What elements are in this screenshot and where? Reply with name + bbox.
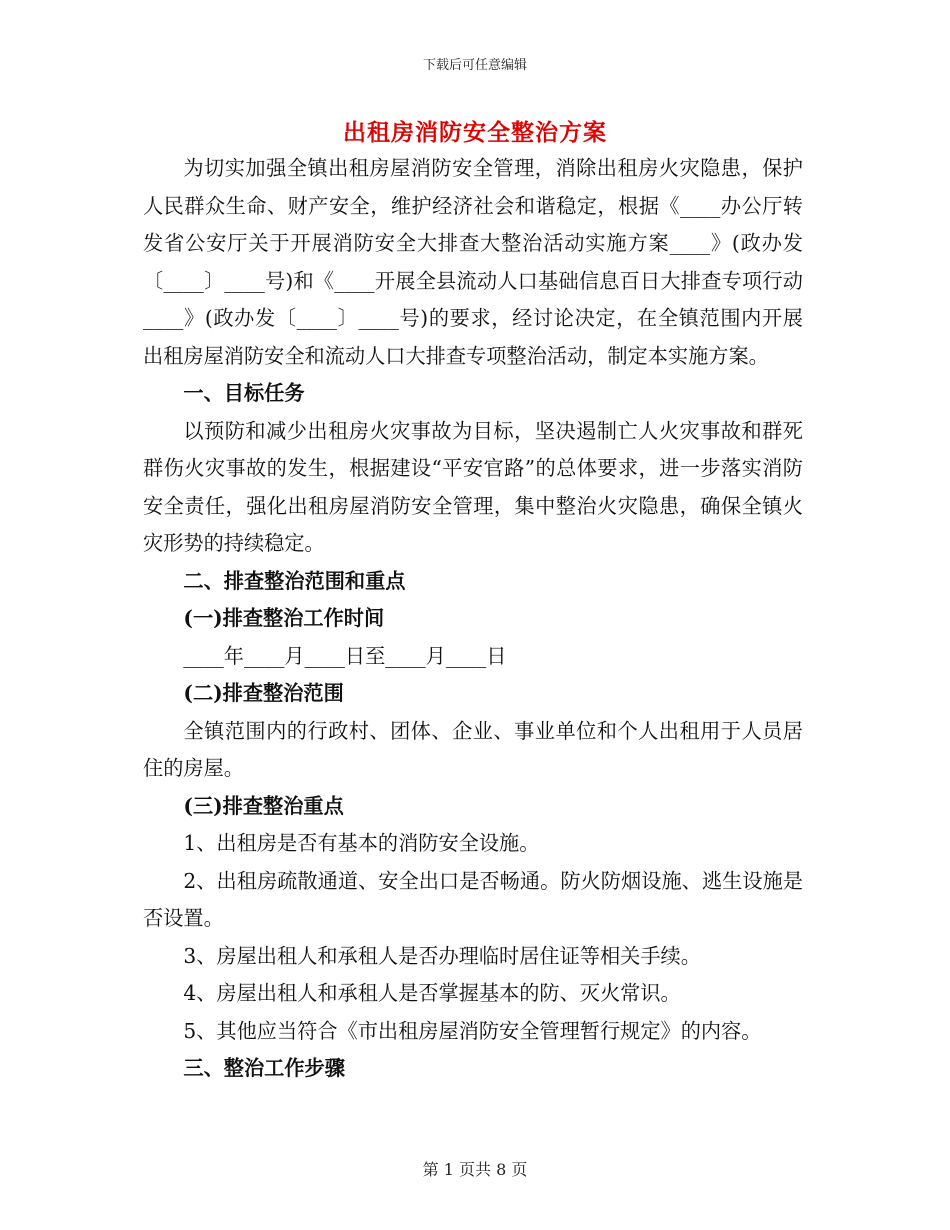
section-paragraph: 以预防和减少出租房火灾事故为目标，坚决遏制亡人火灾事故和群死群伤火灾事故的发生，根据建设“平安官路”的总体要求，进一步落实消防安全责任，强化出租房屋消防安全管理，集中整治火灾隐患，确保全镇火灾形势的持续稳定。: [143, 418, 803, 555]
list-item: 1、出租房是否有基本的消防安全设施。: [183, 831, 540, 855]
section-heading: 三、整治工作步骤: [183, 1056, 345, 1080]
intro-paragraph: 为切实加强全镇出租房屋消防安全管理，消除出租房火灾隐患，保护人民群众生命、财产安全，维护经济社会和谐稳定，根据《____办公厅转发省公安厅关于开展消防安全大排查大整治活动实施方案____》(政办发〔____〕____号)和《____开展全县流动人口基础信息百日大排查专项行动____》(政办发〔____〕____号)的要求，经讨论决定，在全镇范围内开展出租房屋消防安全和流动人口大排查专项整治活动，制定本实施方案。: [143, 156, 803, 368]
header-note: 下载后可任意编辑: [422, 58, 527, 73]
subsection-heading: (三)排查整治重点: [183, 793, 344, 818]
subsection-paragraph: ____年____月____日至____月____日: [183, 643, 507, 668]
list-item: 5、其他应当符合《市出租房屋消防安全管理暂行规定》的内容。: [183, 1018, 762, 1043]
page-footer: 第 1 页共 8 页: [422, 1160, 528, 1179]
subsection-paragraph: 全镇范围内的行政村、团体、企业、事业单位和个人出租用于人员居住的房屋。: [143, 718, 803, 780]
section-heading: 二、排查整治范围和重点: [183, 568, 406, 593]
document-body: [143, 150, 803, 1088]
subsection-heading: (一)排查整治工作时间: [183, 606, 385, 630]
list-item: 4、房屋出租人和承租人是否掌握基本的防、灭火常识。: [183, 981, 681, 1005]
subsection-heading: (二)排查整治范围: [183, 681, 344, 705]
list-item: 3、房屋出租人和承租人是否办理临时居住证等相关手续。: [183, 943, 701, 968]
document-title: 出租房消防安全整治方案: [343, 119, 607, 146]
list-item: 2、出租房疏散通道、安全出口是否畅通。防火防烟设施、逃生设施是否设置。: [143, 868, 803, 930]
section-heading: 一、目标任务: [183, 381, 305, 405]
